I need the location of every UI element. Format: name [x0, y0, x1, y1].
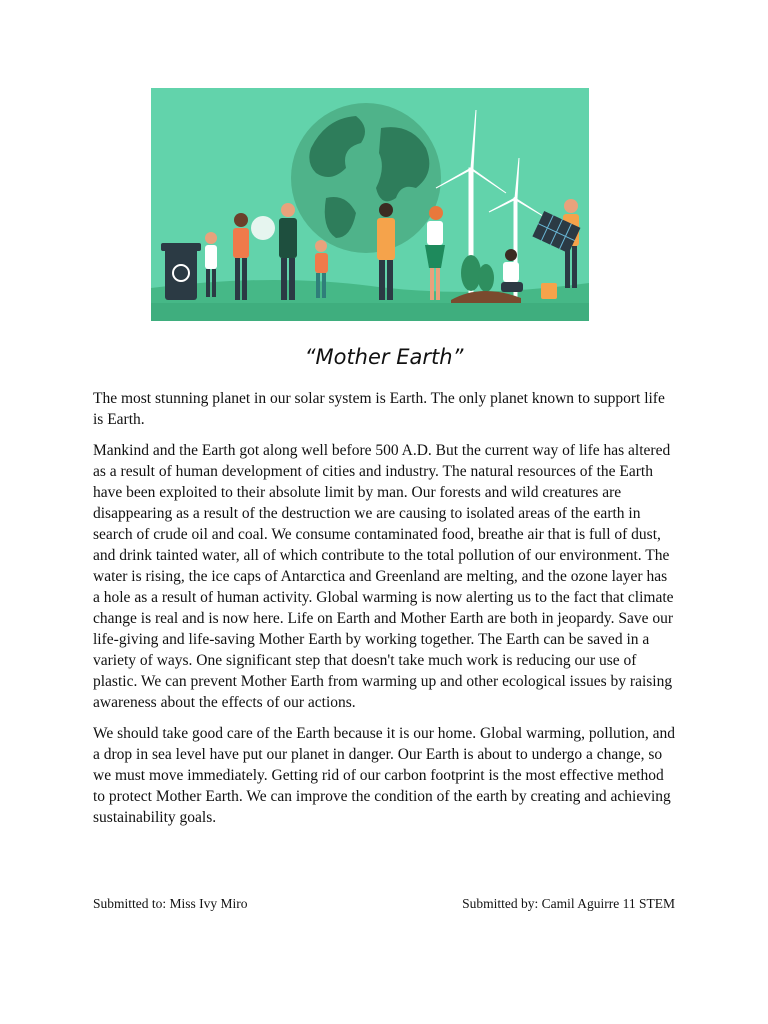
paragraph-2: Mankind and the Earth got along well before 500 A.D. But the current way of life has altered as a result of human development of cities and industry. The natural resources of the Earth have been exploited to their absolute limit by man. Our forests and wild creatures are disappearing as a result of the destruction we are causing to isolated areas of the earth in search of crude oil and coal. We consume contaminated food, breathe air that is full of dust, and drink tainted water, all of which contribute to the total pollution of our environment. The water is rising, the ice caps of Antarctica and Greenland are melting, and the ozone layer has a hole as a result of human activity. Global warming is now alerting us to the fact that climate change is real and is now here. Life on Earth and Mother Earth are both in jeopardy. Save our life-giving and life-saving Mother Earth by working together. The Earth can be saved in a variety of ways. One significant step that doesn't take much work is reducing our use of plastic. We can prevent Mother Earth from warming up and other ecological issues by raising awareness about the effects of our actions. — [93, 442, 674, 711]
submitted-by: Submitted by: Camil Aguirre 11 STEM — [462, 896, 675, 911]
document-title: “Mother Earth” — [304, 345, 464, 369]
earth-people-windmills-icon — [151, 88, 589, 321]
submitted-to: Submitted to: Miss Ivy Miro — [93, 896, 248, 911]
recycle-bin-icon — [161, 243, 201, 300]
document-body — [93, 388, 675, 838]
paragraph-3: We should take good care of the Earth because it is our home. Global warming, pollution, and a drop in sea level have put our planet in danger. Our Earth is about to undergo a change, so we must move immediately. Getting rid of our carbon footprint is the most effective method to protect Mother Earth. We can improve the condition of the earth by creating and achieving sustainability goals. — [93, 725, 675, 826]
earth-illustration — [151, 88, 589, 321]
submission-footer — [93, 896, 675, 912]
paragraph-1: The most stunning planet in our solar system is Earth. The only planet known to support life is Earth. — [93, 390, 665, 428]
